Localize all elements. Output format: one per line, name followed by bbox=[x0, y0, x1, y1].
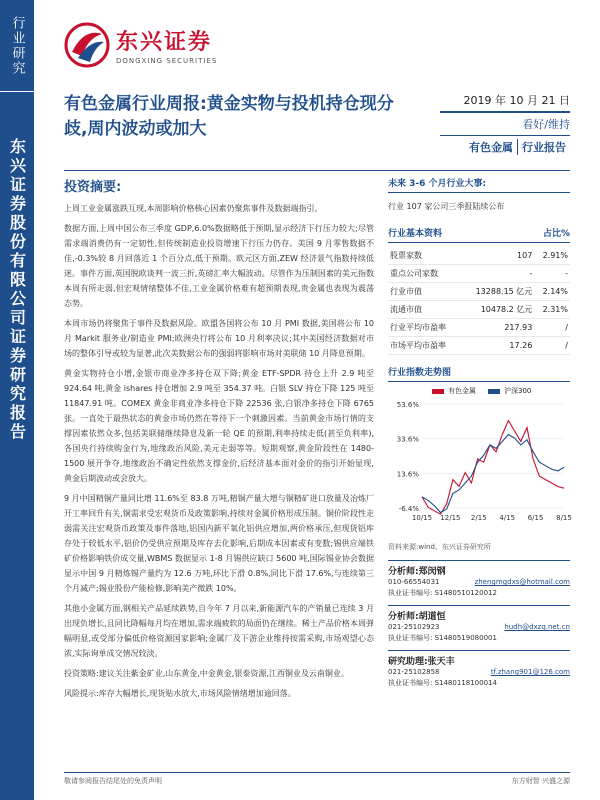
analyst-phone: 010-66554031 bbox=[388, 578, 440, 586]
stat-value: 17.26 bbox=[461, 337, 535, 355]
chart-source: 资料来源:wind、东兴证券研究所 bbox=[388, 543, 491, 551]
analyst-cert: 执业证书编号: S1480519080001 bbox=[388, 634, 497, 642]
stat-label: 市场平均市盈率 bbox=[388, 337, 461, 355]
series-line bbox=[422, 421, 564, 515]
analyst-email[interactable]: tf.zhang901@126.com bbox=[490, 668, 570, 676]
analyst-email[interactable]: hudh@dxzq.net.cn bbox=[504, 623, 570, 631]
summary-paragraph: 黄金实物持仓小增,金银市商业净多持仓双下降;黄金 ETF-SPDR 持仓上升 2.9 吨至 924.64 吨,黄金 ishares 持仓增加 2.9 吨至 354.37 吨。白银 SLV 持仓下降 125 吨至 11847.91 吨。COMEX 黄金非商业净多持仓下降 22536 张,白银净多持仓下降 6765 张。一直处于最热状态的黄金市场仍然在等待下一个刺激因素。当前黄金市场行情的支撑因素依然众多,包括美联储继续降息及新一轮 QE 的预期,利率持续走低(甚至负利率),各国央行持续购金行为,地缘政治风险,美元走弱等等。短期观察,黄金阶段性在 1480-1500 展开争夺,地缘政治不确定性依然支撑金价,后经济基本面对金价的指引开始显现,黄金后期波动或会放大。 bbox=[64, 369, 374, 483]
legend-swatch bbox=[432, 389, 444, 394]
x-tick-label: 4/15 bbox=[499, 514, 516, 522]
analyst-name: 分析师:胡道恒 bbox=[388, 605, 570, 622]
table-row bbox=[388, 283, 570, 301]
side-panel bbox=[388, 176, 570, 689]
legend-item bbox=[432, 386, 476, 396]
analyst-phone: 021-25102858 bbox=[388, 668, 440, 676]
stat-pct: 2.14% bbox=[534, 283, 570, 301]
stats-share-label: 占比% bbox=[542, 229, 570, 239]
x-tick-label: 6/15 bbox=[527, 514, 544, 522]
footer bbox=[64, 772, 570, 786]
analyst-email[interactable]: zhengmgdxs@hotmail.com bbox=[474, 578, 570, 586]
summary-paragraph: 本周市场仍将聚焦于事件及数据风险。欧盟各国将公布 10 月 PMI 数据,美国将公布 10 月 Markit 服务业/制造业 PMI;欧洲央行将公布 10 月利率决议;其中美国经济数据对市场的整体引导或较为显著,此次美数据公布的强弱将影响市场对美联储 10 月降息预期。 bbox=[64, 319, 374, 358]
report-date: 2019 年 10 月 21 日 bbox=[440, 92, 570, 113]
summary-heading: 投资摘要: bbox=[64, 180, 122, 195]
stats-table bbox=[388, 247, 570, 355]
x-tick-label: 10/15 bbox=[411, 514, 433, 522]
sidebar-brand: 东兴证券股份有限公司证券研究报告 bbox=[7, 138, 27, 442]
stat-label: 行业市值 bbox=[388, 283, 461, 301]
y-tick-label: 33.6% bbox=[396, 435, 419, 444]
sidebar bbox=[0, 0, 34, 800]
stat-pct: - bbox=[534, 265, 570, 283]
report-rating: 看好/维持 bbox=[440, 113, 570, 136]
summary-paragraph: 其他小金属方面,钢相关产品延续跌势,自今年 7 月以来,新能源汽车的产销量已连续 3 月出现负增长,且同比降幅每月均在增加,需求端疲软的局面仍在继续。稀土产品价格本周弹幅明显,或受部分偏低价格资源国家影响;金属厂及下游企业维持按需采购,市场观望心态浓,实际询单成交情况较淡。 bbox=[64, 604, 374, 658]
stat-value: - bbox=[461, 265, 535, 283]
table-row bbox=[388, 301, 570, 319]
stat-pct: / bbox=[534, 319, 570, 337]
table-row bbox=[388, 337, 570, 355]
divider bbox=[64, 170, 570, 171]
tag-type: 行业报告 bbox=[517, 139, 570, 155]
chart-legend bbox=[432, 386, 570, 396]
y-tick-label: 13.6% bbox=[396, 470, 419, 479]
logo-en: DONGXING SECURITIES bbox=[116, 57, 218, 65]
analyst-cert: 执业证书编号: S1480118100014 bbox=[388, 679, 497, 687]
report-title: 有色金属行业周报:黄金实物与投机持仓现分歧,周内波动或加大 bbox=[64, 94, 394, 139]
summary-paragraph: 投资策略:建议关注紫金矿业,山东黄金,中金黄金,银泰资源,江西铜业及云南铜业。 bbox=[64, 669, 349, 678]
table-row bbox=[388, 247, 570, 265]
analyst-block bbox=[388, 560, 570, 689]
legend-label: 沪深300 bbox=[504, 387, 532, 395]
stat-pct: 2.31% bbox=[534, 301, 570, 319]
trend-heading: 未来 3-6 个月行业大事: bbox=[388, 176, 570, 193]
stat-label: 流通市值 bbox=[388, 301, 461, 319]
table-row bbox=[388, 265, 570, 283]
legend-swatch bbox=[488, 389, 500, 394]
analyst-phone: 021-25102923 bbox=[388, 623, 440, 631]
chart-heading: 行业指数走势图 bbox=[388, 365, 570, 382]
summary-section bbox=[64, 176, 374, 706]
trend-text: 行业 107 家公司三季报陆续公布 bbox=[388, 202, 505, 211]
stat-label: 重点公司家数 bbox=[388, 265, 461, 283]
y-tick-label: 53.6% bbox=[396, 401, 419, 409]
stat-value: 217.93 bbox=[461, 319, 535, 337]
tag-industry: 有色金属 bbox=[469, 141, 513, 154]
stat-value: 107 bbox=[461, 247, 535, 265]
report-meta bbox=[440, 92, 570, 155]
x-tick-label: 8/15 bbox=[556, 514, 572, 522]
x-tick-label: 12/15 bbox=[440, 514, 461, 522]
stats-title: 行业基本资料 bbox=[388, 229, 443, 239]
legend-item bbox=[488, 386, 531, 396]
index-chart bbox=[388, 396, 570, 536]
stat-value: 13288.15 亿元 bbox=[461, 283, 535, 301]
summary-paragraph: 风险提示:库存大幅增长,现货贴水放大,市场风险情绪增加逾回落。 bbox=[64, 689, 296, 698]
analyst-name: 研究助理:张天丰 bbox=[388, 650, 570, 667]
index-chart-box bbox=[388, 365, 570, 552]
stat-pct: / bbox=[534, 337, 570, 355]
stat-pct: 2.91% bbox=[534, 247, 570, 265]
sidebar-category: 行业研究 bbox=[0, 0, 34, 92]
stats-heading bbox=[388, 226, 570, 243]
analyst-name: 分析师:郑闵钢 bbox=[388, 560, 570, 577]
summary-paragraph: 9 月中国精铜产量同比增 11.6%至 83.8 万吨,精铜产量大增与铜精矿进口放量及冶炼厂开工率回升有关,铜需求受宏观货币及政策影响,持续对金属价格形成压制。铜价阶段性走弱需关注宏观货币政策及事件落地,铝国内新平氧化铝供应增加,两价格承压,但现货铝库存处于较低水平,铝价仍受供应预期及库存去化影响,后期成本因素或有变数;锡供应端铁矿价格影响铁价成交量,WBMS 数据显示 1-8 月锡供应缺口 5600 吨,国际锡业协会数据显示中国 9 月精炼锡产量约为 12.6 万吨,环比下滑 0.8%,同比下滑 17.6%,与连续第三个月减产;锡业股份产能检修,影响美产微跌 10%。 bbox=[64, 494, 374, 593]
summary-paragraph: 数据方面,上周中国公布三季度 GDP,6.0%数据略低于预期,显示经济下行压力较大;尽管需求端消费仍有一定韧性,但传统制造业投资增速下行压力仍存。美国 9 月零售数据不佳,-0.3%较 8 月回落近 1 个百分点,低于预期。欧元区方面,ZEW 经济景气指数持续低迷。事件方面,英国脱欧谈判一波三折,英磅汇率大幅波动。尽管作为压制因素的美元指数本周有所走弱,但宏观情绪整体不佳,工业金属价格难有超预期表现,贵金属也表现为震荡态势。 bbox=[64, 224, 374, 308]
dongxing-logo-icon bbox=[64, 22, 110, 68]
x-tick-label: 2/15 bbox=[470, 514, 487, 522]
legend-label: 有色金属 bbox=[448, 387, 476, 395]
footer-disclaimer: 敬请参阅报告结尾处的免责声明 bbox=[64, 777, 162, 785]
summary-paragraph: 上周工业金属涨跌互现,本周影响价格核心因素仍聚焦事件及数据端指引。 bbox=[64, 204, 323, 213]
stat-label: 股票家数 bbox=[388, 247, 461, 265]
analyst-cert: 执业证书编号: S1480510120012 bbox=[388, 589, 497, 597]
y-tick-label: -6.4% bbox=[398, 505, 419, 513]
footer-slogan: 东方财智 兴盛之源 bbox=[511, 777, 570, 785]
logo bbox=[64, 22, 217, 68]
logo-cn: 东兴证券 bbox=[116, 30, 213, 55]
stat-label: 行业平均市盈率 bbox=[388, 319, 461, 337]
stat-value: 10478.2 亿元 bbox=[461, 301, 535, 319]
table-row bbox=[388, 319, 570, 337]
